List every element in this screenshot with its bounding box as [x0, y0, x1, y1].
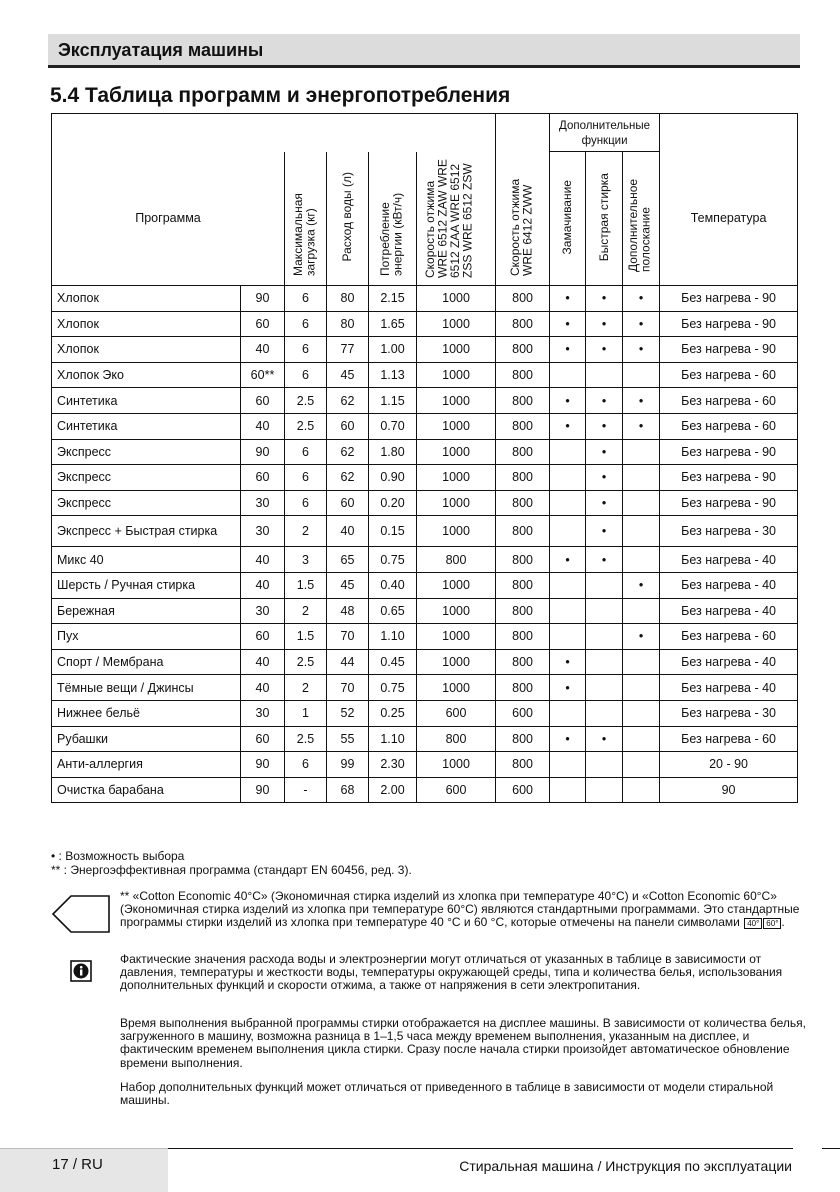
extra-rinse-option: • [623, 337, 660, 363]
note-cotton: ** «Cotton Economic 40°C» (Экономичная стирка изделий из хлопка при температуре 40°C) и «Cotton Economic 60°C» (Экономичная стирка изделий из хлопка при температуре 60°C) являются стандартными программами. Это стандартные программы стирки изделий из хлопка при температуре 40 °C и 60 °C, которые отмечены на панели символами 40° 60° . [120, 889, 800, 930]
soak-option [550, 700, 586, 726]
water-use: 55 [327, 726, 369, 752]
info-time: Время выполнения выбранной программы стирки отображается на дисплее машины. В зависимости от количества белья, загруженного в машину, возможна разница в 1–1,5 часа между временем выполнения, указанным на дисплее, и фактическим временем выполнения цикла стирки. Сразу после начала стирки произойдет автоматическое обновление времени выполнения. [120, 1016, 806, 1070]
spin-speed-b: 800 [496, 752, 550, 778]
table-row [52, 490, 798, 516]
header-blank-left [52, 114, 496, 152]
temperature-range: Без нагрева - 30 [660, 516, 798, 547]
extra-rinse-option: • [623, 388, 660, 414]
spin-speed-b: 800 [496, 388, 550, 414]
energy-use: 1.13 [369, 362, 417, 388]
quick-wash-option [586, 362, 623, 388]
soak-option: • [550, 726, 586, 752]
legend-star: ** : Энергоэффективная программа (стандарт EN 60456, ред. 3). [51, 862, 412, 877]
col-spin-a: Скорость отжима WRE 6512 ZAW WRE 6512 ZAA WRE 6512 ZSS WRE 6512 ZSW [417, 152, 496, 286]
extra-rinse-option [623, 490, 660, 516]
spin-speed-a: 1000 [417, 675, 496, 701]
water-use: 60 [327, 490, 369, 516]
col-rinse: Дополнительное полоскание [623, 152, 660, 286]
energy-use: 1.65 [369, 311, 417, 337]
program-name: Экспресс [52, 465, 241, 491]
table-row [52, 598, 798, 624]
energy-use: 0.70 [369, 413, 417, 439]
program-temp: 60 [241, 311, 285, 337]
info-water-energy: Фактические значения расхода воды и электроэнергии могут отличаться от указанных в таблице в зависимости от давления, температуры и жесткости воды, температуры окружающей среды, типа и количества белья, использования дополнительных функций и скорости отжима, а также от напряжения в сети электропитания. [120, 952, 783, 993]
program-name: Очистка барабана [52, 777, 241, 803]
spin-speed-a: 1000 [417, 388, 496, 414]
energy-use: 1.80 [369, 439, 417, 465]
program-temp: 90 [241, 752, 285, 778]
spin-speed-b: 800 [496, 624, 550, 650]
program-name: Пух [52, 624, 241, 650]
soak-option [550, 362, 586, 388]
energy-use: 0.45 [369, 649, 417, 675]
soak-option: • [550, 311, 586, 337]
soak-option [550, 439, 586, 465]
temperature-range: Без нагрева - 90 [660, 311, 798, 337]
max-load: 2.5 [285, 413, 327, 439]
water-use: 60 [327, 413, 369, 439]
header-blank-spin [496, 114, 550, 152]
max-load: 2.5 [285, 388, 327, 414]
water-use: 45 [327, 572, 369, 598]
table-row [52, 649, 798, 675]
max-load: 6 [285, 465, 327, 491]
table-row [52, 311, 798, 337]
extra-rinse-option [623, 439, 660, 465]
soak-option [550, 572, 586, 598]
spin-speed-b: 800 [496, 516, 550, 547]
col-quick: Быстрая стирка [586, 152, 623, 286]
extra-functions-header: Дополнительные функции [550, 114, 660, 152]
energy-use: 2.15 [369, 286, 417, 312]
program-temp: 40 [241, 649, 285, 675]
quick-wash-option [586, 752, 623, 778]
spin-speed-b: 800 [496, 311, 550, 337]
quick-wash-option [586, 649, 623, 675]
quick-wash-option: • [586, 516, 623, 547]
temperature-range: 90 [660, 777, 798, 803]
table-row [52, 572, 798, 598]
spin-speed-a: 800 [417, 547, 496, 573]
program-temp: 40 [241, 675, 285, 701]
extra-rinse-option [623, 649, 660, 675]
extra-rinse-option [623, 598, 660, 624]
water-use: 80 [327, 311, 369, 337]
header-blank-temp [660, 114, 798, 152]
program-name: Хлопок Эко [52, 362, 241, 388]
temperature-range: Без нагрева - 30 [660, 700, 798, 726]
table-row [52, 624, 798, 650]
section-header [48, 34, 800, 68]
program-temp: 90 [241, 286, 285, 312]
extra-rinse-option [623, 752, 660, 778]
legend-dot: • : Возможность выбора [51, 849, 185, 863]
program-name: Рубашки [52, 726, 241, 752]
extra-rinse-option: • [623, 413, 660, 439]
energy-use: 1.15 [369, 388, 417, 414]
max-load: 6 [285, 362, 327, 388]
temperature-range: Без нагрева - 40 [660, 572, 798, 598]
program-name: Спорт / Мембрана [52, 649, 241, 675]
energy-use: 0.40 [369, 572, 417, 598]
soak-option: • [550, 337, 586, 363]
max-load: 2 [285, 516, 327, 547]
quick-wash-option [586, 624, 623, 650]
col-load: Максимальная загрузка (кг) [285, 152, 327, 286]
energy-use: 0.25 [369, 700, 417, 726]
spin-speed-a: 1000 [417, 752, 496, 778]
table-row [52, 516, 798, 547]
symbol-40-icon: 40° [744, 918, 762, 929]
spin-speed-b: 800 [496, 598, 550, 624]
spin-speed-a: 1000 [417, 286, 496, 312]
info-icon [70, 960, 92, 982]
temperature-range: 20 - 90 [660, 752, 798, 778]
table-row [52, 752, 798, 778]
program-name: Микс 40 [52, 547, 241, 573]
max-load: 6 [285, 439, 327, 465]
table-row [52, 362, 798, 388]
program-temp: 60 [241, 465, 285, 491]
water-use: 70 [327, 624, 369, 650]
soak-option [550, 752, 586, 778]
footer-divider [168, 1148, 793, 1149]
energy-use: 0.75 [369, 547, 417, 573]
program-name: Экспресс + Быстрая стирка [52, 516, 241, 547]
spin-speed-b: 800 [496, 726, 550, 752]
program-temp: 40 [241, 547, 285, 573]
max-load: 6 [285, 311, 327, 337]
spin-speed-a: 1000 [417, 311, 496, 337]
water-use: 77 [327, 337, 369, 363]
pointer-note-icon [51, 895, 111, 933]
water-use: 40 [327, 516, 369, 547]
temperature-range: Без нагрева - 60 [660, 362, 798, 388]
page-number: 17 / RU [52, 1156, 103, 1173]
program-name: Шерсть / Ручная стирка [52, 572, 241, 598]
col-spin-b: Скорость отжима WRE 6412 ZWW [496, 152, 550, 286]
max-load: 3 [285, 547, 327, 573]
max-load: - [285, 777, 327, 803]
temperature-range: Без нагрева - 90 [660, 490, 798, 516]
extra-rinse-option: • [623, 572, 660, 598]
quick-wash-option: • [586, 547, 623, 573]
table-row [52, 439, 798, 465]
water-use: 48 [327, 598, 369, 624]
max-load: 6 [285, 752, 327, 778]
spin-speed-b: 800 [496, 439, 550, 465]
quick-wash-option: • [586, 413, 623, 439]
table-row [52, 413, 798, 439]
program-name: Экспресс [52, 490, 241, 516]
program-temp: 90 [241, 777, 285, 803]
max-load: 2.5 [285, 726, 327, 752]
program-temp: 40 [241, 572, 285, 598]
spin-speed-a: 800 [417, 726, 496, 752]
temperature-range: Без нагрева - 90 [660, 337, 798, 363]
soak-option: • [550, 388, 586, 414]
spin-speed-a: 1000 [417, 516, 496, 547]
quick-wash-option: • [586, 388, 623, 414]
energy-use: 0.65 [369, 598, 417, 624]
legend [51, 850, 412, 877]
max-load: 1 [285, 700, 327, 726]
water-use: 62 [327, 388, 369, 414]
temperature-range: Без нагрева - 90 [660, 439, 798, 465]
max-load: 6 [285, 490, 327, 516]
extra-rinse-option [623, 547, 660, 573]
table-row [52, 675, 798, 701]
spin-speed-a: 1000 [417, 465, 496, 491]
water-use: 45 [327, 362, 369, 388]
max-load: 6 [285, 286, 327, 312]
program-temp: 30 [241, 516, 285, 547]
program-name: Анти-аллергия [52, 752, 241, 778]
spin-speed-a: 1000 [417, 572, 496, 598]
extra-rinse-option [623, 465, 660, 491]
spin-speed-b: 800 [496, 337, 550, 363]
col-soak: Замачивание [550, 152, 586, 286]
table-row [52, 547, 798, 573]
temperature-range: Без нагрева - 40 [660, 649, 798, 675]
info-extra-functions: Набор дополнительных функций может отличаться от приведенного в таблице в зависимости от модели стиральной машины. [120, 1080, 774, 1108]
energy-use: 2.00 [369, 777, 417, 803]
spin-speed-b: 800 [496, 649, 550, 675]
soak-option [550, 777, 586, 803]
spin-speed-b: 800 [496, 572, 550, 598]
spin-speed-b: 800 [496, 413, 550, 439]
program-temp: 30 [241, 598, 285, 624]
quick-wash-option [586, 675, 623, 701]
spin-speed-a: 1000 [417, 624, 496, 650]
spin-speed-b: 600 [496, 700, 550, 726]
spin-speed-a: 1000 [417, 649, 496, 675]
energy-use: 0.20 [369, 490, 417, 516]
program-name: Синтетика [52, 388, 241, 414]
spin-speed-a: 1000 [417, 337, 496, 363]
soak-option [550, 465, 586, 491]
extra-rinse-option: • [623, 624, 660, 650]
quick-wash-option [586, 700, 623, 726]
soak-option: • [550, 286, 586, 312]
soak-option [550, 598, 586, 624]
col-temp: Температура [660, 152, 798, 286]
temperature-range: Без нагрева - 60 [660, 726, 798, 752]
temperature-range: Без нагрева - 60 [660, 413, 798, 439]
extra-rinse-option [623, 777, 660, 803]
soak-option: • [550, 675, 586, 701]
program-temp: 60 [241, 388, 285, 414]
table-row [52, 700, 798, 726]
program-temp: 40 [241, 413, 285, 439]
spin-speed-a: 1000 [417, 413, 496, 439]
energy-use: 1.00 [369, 337, 417, 363]
table-row [52, 465, 798, 491]
energy-use: 0.90 [369, 465, 417, 491]
document-title: Стиральная машина / Инструкция по эксплуатации [459, 1158, 792, 1174]
program-name: Хлопок [52, 286, 241, 312]
program-table [51, 113, 798, 803]
quick-wash-option: • [586, 311, 623, 337]
max-load: 1.5 [285, 624, 327, 650]
program-temp: 90 [241, 439, 285, 465]
quick-wash-option: • [586, 286, 623, 312]
extra-rinse-option [623, 516, 660, 547]
water-use: 65 [327, 547, 369, 573]
max-load: 6 [285, 337, 327, 363]
table-row [52, 726, 798, 752]
temperature-range: Без нагрева - 60 [660, 388, 798, 414]
program-temp: 30 [241, 490, 285, 516]
quick-wash-option: • [586, 439, 623, 465]
col-program: Программа [52, 152, 285, 286]
soak-option [550, 516, 586, 547]
energy-use: 0.75 [369, 675, 417, 701]
spin-speed-b: 800 [496, 362, 550, 388]
soak-option: • [550, 547, 586, 573]
water-use: 44 [327, 649, 369, 675]
energy-use: 1.10 [369, 726, 417, 752]
quick-wash-option [586, 777, 623, 803]
soak-option: • [550, 413, 586, 439]
max-load: 2 [285, 598, 327, 624]
spin-speed-a: 1000 [417, 490, 496, 516]
extra-rinse-option [623, 726, 660, 752]
footer-divider-tick [822, 1148, 840, 1149]
program-temp: 40 [241, 337, 285, 363]
temperature-range: Без нагрева - 60 [660, 624, 798, 650]
quick-wash-option: • [586, 337, 623, 363]
table-row [52, 286, 798, 312]
water-use: 62 [327, 439, 369, 465]
footer-divider-left [0, 1148, 168, 1149]
water-use: 52 [327, 700, 369, 726]
spin-speed-a: 600 [417, 777, 496, 803]
max-load: 2.5 [285, 649, 327, 675]
max-load: 1.5 [285, 572, 327, 598]
soak-option: • [550, 649, 586, 675]
program-temp: 60 [241, 624, 285, 650]
water-use: 68 [327, 777, 369, 803]
spin-speed-b: 600 [496, 777, 550, 803]
extra-rinse-option: • [623, 311, 660, 337]
col-water: Расход воды (л) [327, 152, 369, 286]
program-temp: 30 [241, 700, 285, 726]
quick-wash-option: • [586, 465, 623, 491]
soak-option [550, 490, 586, 516]
page-title: 5.4 Таблица программ и энергопотребления [50, 84, 511, 107]
table-row [52, 777, 798, 803]
temperature-range: Без нагрева - 90 [660, 465, 798, 491]
water-use: 70 [327, 675, 369, 701]
spin-speed-b: 800 [496, 675, 550, 701]
extra-rinse-option [623, 362, 660, 388]
program-name: Синтетика [52, 413, 241, 439]
spin-speed-b: 800 [496, 547, 550, 573]
program-name: Тёмные вещи / Джинсы [52, 675, 241, 701]
program-name: Хлопок [52, 311, 241, 337]
temperature-range: Без нагрева - 40 [660, 598, 798, 624]
energy-use: 1.10 [369, 624, 417, 650]
spin-speed-b: 800 [496, 465, 550, 491]
quick-wash-option: • [586, 726, 623, 752]
temperature-range: Без нагрева - 90 [660, 286, 798, 312]
program-name: Хлопок [52, 337, 241, 363]
temperature-range: Без нагрева - 40 [660, 547, 798, 573]
soak-option [550, 624, 586, 650]
program-temp: 60 [241, 726, 285, 752]
max-load: 2 [285, 675, 327, 701]
program-name: Экспресс [52, 439, 241, 465]
extra-rinse-option [623, 675, 660, 701]
col-energy: Потребление энергии (кВт/ч) [369, 152, 417, 286]
energy-use: 0.15 [369, 516, 417, 547]
table-row [52, 388, 798, 414]
quick-wash-option [586, 598, 623, 624]
quick-wash-option [586, 572, 623, 598]
extra-rinse-option [623, 700, 660, 726]
spin-speed-a: 1000 [417, 362, 496, 388]
table-row [52, 337, 798, 363]
symbol-60-icon: 60° [763, 918, 781, 929]
temperature-range: Без нагрева - 40 [660, 675, 798, 701]
spin-speed-a: 1000 [417, 598, 496, 624]
program-name: Бережная [52, 598, 241, 624]
water-use: 80 [327, 286, 369, 312]
spin-speed-b: 800 [496, 490, 550, 516]
energy-use: 2.30 [369, 752, 417, 778]
program-name: Нижнее бельё [52, 700, 241, 726]
water-use: 99 [327, 752, 369, 778]
spin-speed-b: 800 [496, 286, 550, 312]
spin-speed-a: 600 [417, 700, 496, 726]
section-title: Эксплуатация машины [58, 40, 264, 60]
program-temp: 60** [241, 362, 285, 388]
extra-rinse-option: • [623, 286, 660, 312]
spin-speed-a: 1000 [417, 439, 496, 465]
quick-wash-option: • [586, 490, 623, 516]
water-use: 62 [327, 465, 369, 491]
